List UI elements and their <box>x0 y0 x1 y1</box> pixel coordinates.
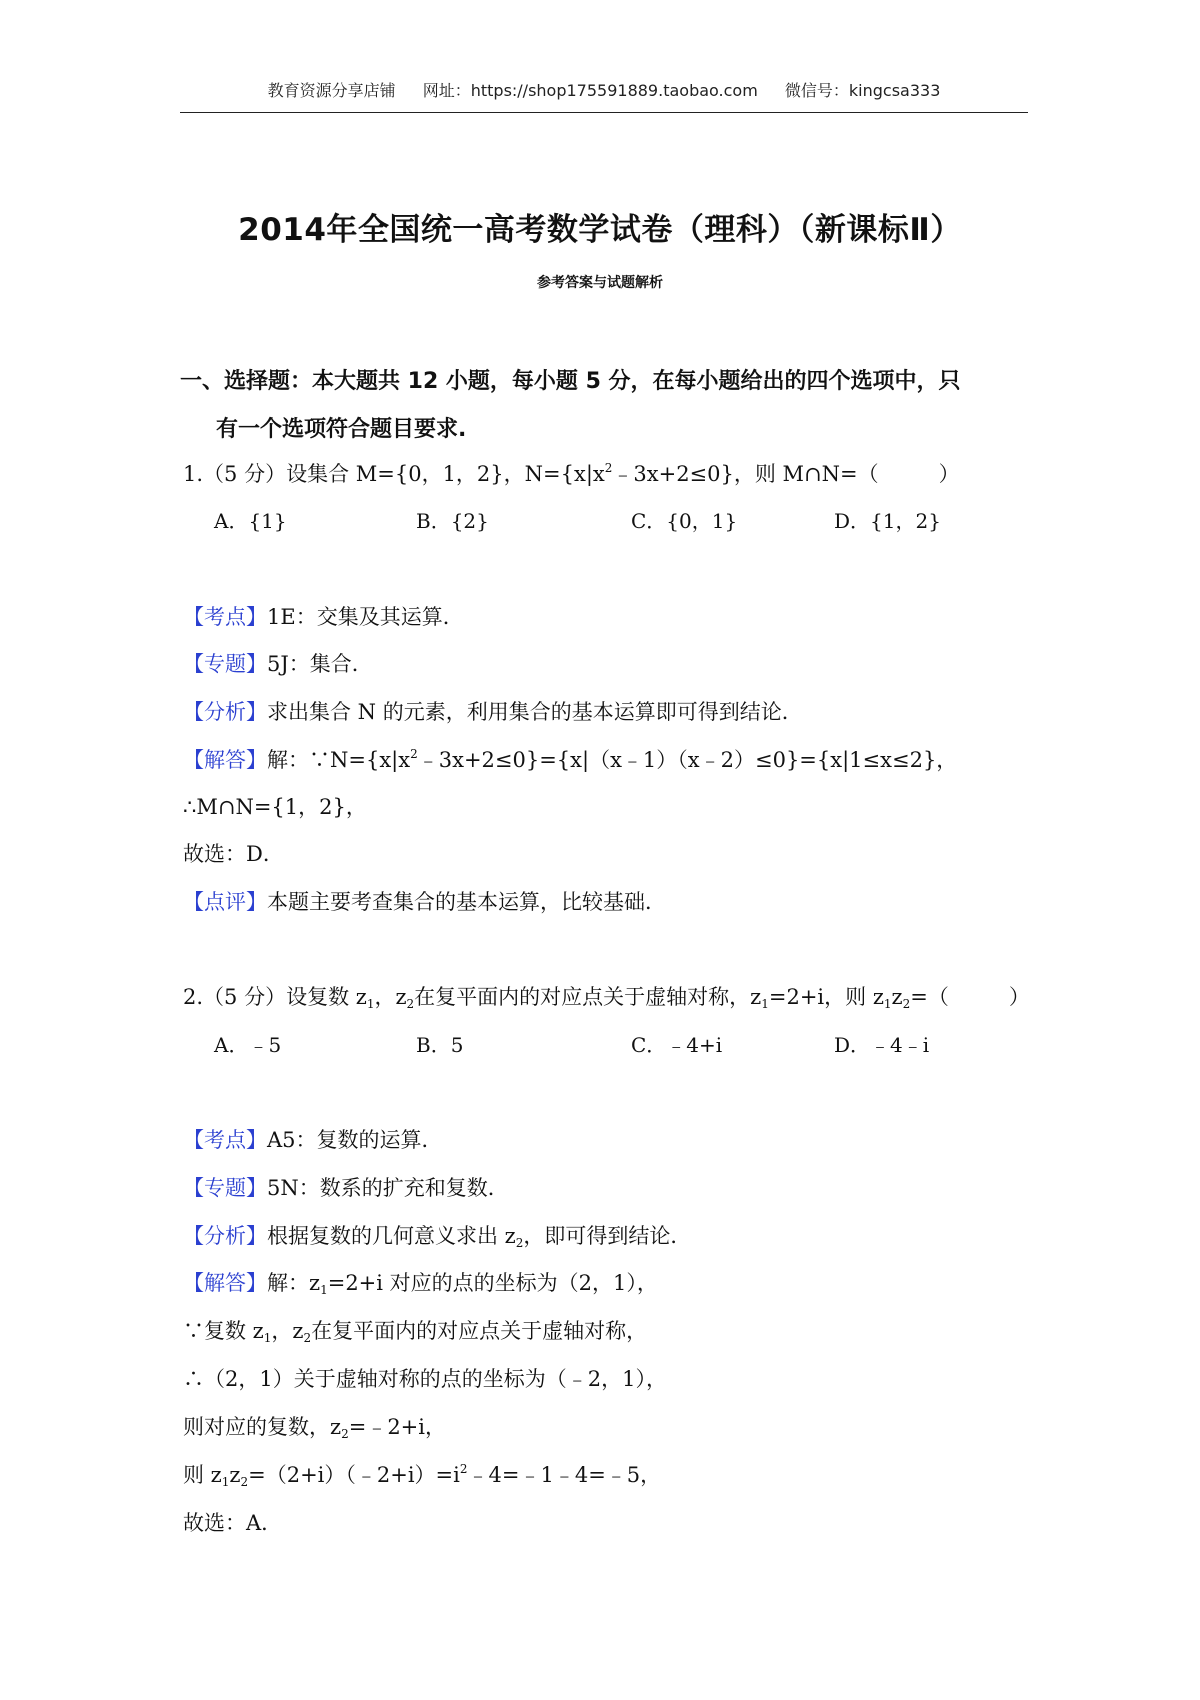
fenxi-tag: 【分析】 <box>183 1224 267 1248</box>
q1-fenxi: 【分析】求出集合 N 的元素，利用集合的基本运算即可得到结论． <box>183 700 803 724</box>
q2-stem: 2.（5 分）设复数 $z_1$，$z_2$在复平面内的对应点关于虚轴对称，$z_1=2+i$，则 $z_1z_2=$（ ） <box>183 985 1030 1011</box>
q2-step5: 则 $z_1z_2=(2+i)(﹣2+i)=i^2﹣4=﹣1﹣4=﹣5$， <box>183 1462 662 1489</box>
document-subtitle: 参考答案与试题解析 <box>537 275 663 291</box>
q2-option-b: B．5 <box>416 1033 464 1057</box>
section-heading-line1: 一、选择题：本大题共 12 小题，每小题 5 分，在每小题给出的四个选项中，只 <box>180 369 961 394</box>
q1-choose: 故选：D． <box>183 842 284 866</box>
q1-jieda: 【解答】解：$\because N=\{x|x^2﹣3x+2\le 0\}=\{x|(x﹣1)(x﹣2)\le 0\}=\{x|1\le x\le 2\}$， <box>183 747 958 772</box>
kaodian-tag: 【考点】 <box>183 605 267 629</box>
jieda-tag: 【解答】 <box>183 748 267 772</box>
q2-step4: 则对应的复数，$z_2=﹣2+i$， <box>183 1415 446 1441</box>
document-title: 2014年全国统一高考数学试卷（理科）（新课标Ⅱ） <box>238 212 962 248</box>
zhuanti-tag: 【专题】 <box>183 652 267 676</box>
q1-option-c: C．{0，1} <box>631 509 738 533</box>
q2-option-c: C．﹣4+i <box>631 1033 723 1057</box>
q2-zhuanti: 【专题】5N：数系的扩充和复数． <box>183 1176 509 1200</box>
q2-choose: 故选：A． <box>183 1511 283 1535</box>
q1-dianping: 【点评】本题主要考查集合的基本运算，比较基础． <box>183 890 666 914</box>
header-url: 网址：https://shop175591889.taobao.com <box>422 81 758 100</box>
q2-option-d: D．﹣4﹣i <box>834 1033 930 1057</box>
q2-option-a: A．﹣5 <box>214 1033 282 1057</box>
q1-kaodian: 【考点】1E：交集及其运算． <box>183 605 464 629</box>
section-heading <box>180 358 1030 454</box>
q2-fenxi: 【分析】根据复数的几何意义求出 $z_2$，即可得到结论． <box>183 1224 692 1250</box>
dianping-tag: 【点评】 <box>183 890 267 914</box>
q2-step2: ∵复数 $z_1$，$z_2$在复平面内的对应点关于虚轴对称， <box>183 1319 648 1345</box>
q1-option-d: D．{1，2} <box>834 509 941 533</box>
q1-stem: 1.（5 分）设集合 M={0，1，2}，$N=\{x|x^2﹣3x+2\le 0\}$，则 M∩N=（ ） <box>183 461 960 486</box>
q2-step3: ∴（2，1）关于虚轴对称的点的坐标为（﹣2，1）， <box>183 1367 667 1391</box>
header-shop: 教育资源分享店铺 <box>267 81 396 100</box>
section-heading-line2: 有一个选项符合题目要求. <box>216 417 467 442</box>
q1-option-b: B．{2} <box>416 509 489 533</box>
q2-jieda: 【解答】解：$z_1=2+i$ 对应的点的坐标为（2，1）， <box>183 1271 658 1297</box>
q1-option-a: A．{1} <box>214 509 287 533</box>
q1-zhuanti: 【专题】5J：集合． <box>183 652 373 676</box>
kaodian-tag: 【考点】 <box>183 1128 267 1152</box>
q2-kaodian: 【考点】A5：复数的运算． <box>183 1128 443 1152</box>
q1-step2: ∴M∩N={1，2}， <box>183 795 367 819</box>
jieda-tag: 【解答】 <box>183 1271 267 1295</box>
header-wechat: 微信号：kingcsa333 <box>784 81 941 100</box>
fenxi-tag: 【分析】 <box>183 700 267 724</box>
zhuanti-tag: 【专题】 <box>183 1176 267 1200</box>
page-header <box>180 78 1028 113</box>
